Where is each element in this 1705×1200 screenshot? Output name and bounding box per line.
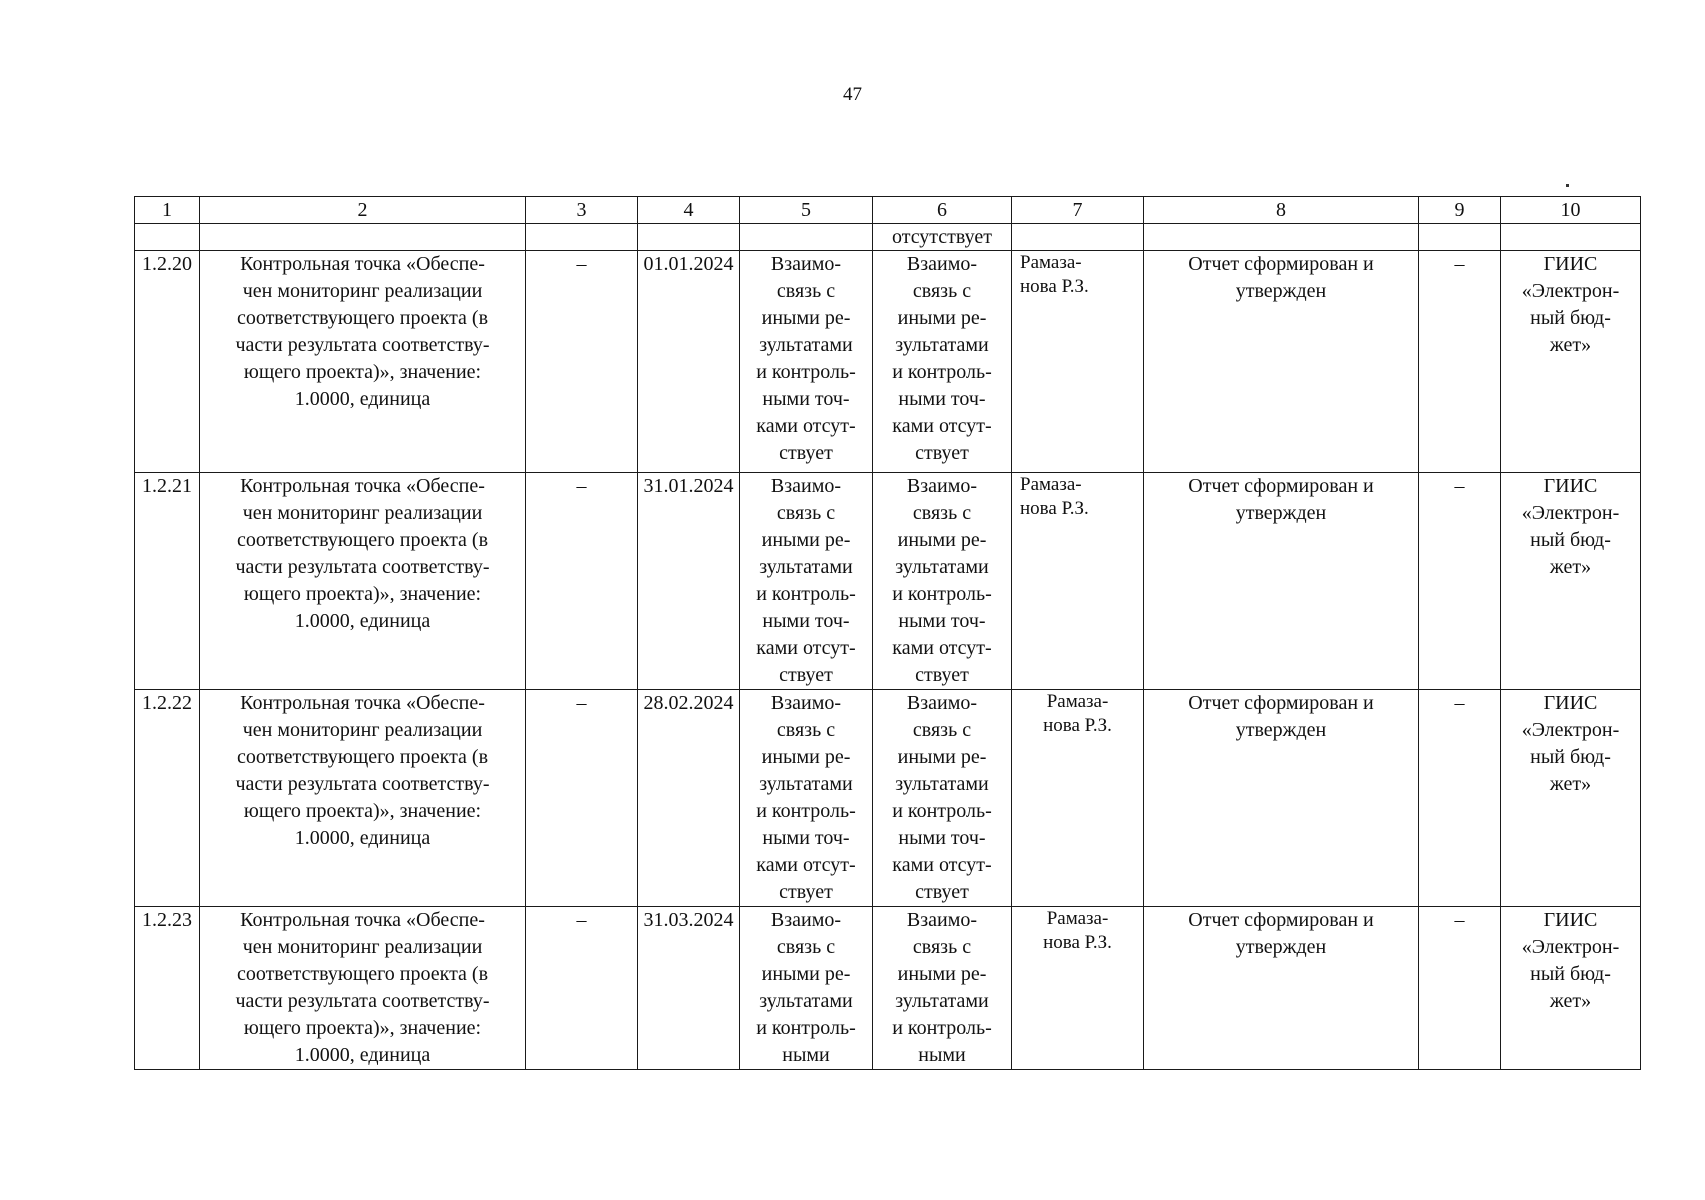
links-line: и контроль-: [756, 800, 856, 822]
links-line: и контроль-: [756, 361, 856, 383]
milestone-name-line: части результата соответству-: [235, 990, 490, 1012]
links-line: ками отсут-: [756, 854, 856, 876]
links-line: ками отсут-: [756, 637, 856, 659]
result-document: [1144, 907, 1419, 1070]
links-line: ками отсут-: [892, 637, 992, 659]
information-system: [1501, 473, 1641, 690]
links-cell: [740, 473, 873, 690]
column-3-dash: –: [526, 907, 638, 1070]
system-line: ГИИС: [1543, 253, 1598, 275]
links-line: ками отсут-: [892, 415, 992, 437]
system-line: ГИИС: [1543, 909, 1598, 931]
column-9-dash: –: [1419, 473, 1501, 690]
document-line: Отчет сформирован и: [1188, 692, 1374, 714]
table-row: [135, 251, 1641, 473]
responsible-line: Рамаза-: [1046, 908, 1109, 929]
continuation-row: [135, 224, 1641, 251]
column-9-dash: –: [1419, 251, 1501, 473]
links-line: зультатами: [759, 334, 853, 356]
milestone-name-line: 1.0000, единица: [294, 388, 431, 410]
links-line: зультатами: [895, 990, 989, 1012]
header-cell: 9: [1419, 197, 1501, 224]
milestone-name-line: части результата соответству-: [235, 773, 490, 795]
milestone-name-line: части результата соответству-: [235, 334, 490, 356]
milestone-name-line: Контрольная точка «Обеспе-: [240, 909, 485, 931]
system-line: ный бюд-: [1530, 746, 1611, 768]
responsible-person: [1012, 690, 1144, 907]
links-cell: [740, 690, 873, 907]
links-line: и контроль-: [756, 583, 856, 605]
milestone-name-line: соответствующего проекта (в: [236, 307, 489, 329]
links-line: Взаимо-: [770, 909, 842, 931]
links-line: Взаимо-: [770, 253, 842, 275]
document-line: утвержден: [1235, 719, 1327, 741]
due-date: 01.01.2024: [638, 251, 740, 473]
system-line: жет»: [1549, 990, 1592, 1012]
milestone-name-line: ющего проекта)», значение:: [243, 583, 482, 605]
column-9-dash: –: [1419, 907, 1501, 1070]
links-line: и контроль-: [892, 1017, 992, 1039]
links-line: иными ре-: [761, 307, 851, 329]
links-cell: [740, 251, 873, 473]
milestone-name-line: чен мониторинг реализации: [242, 280, 483, 302]
information-system: [1501, 690, 1641, 907]
result-document: [1144, 251, 1419, 473]
links-line: ствует: [915, 881, 969, 903]
header-cell: 6: [873, 197, 1012, 224]
row-number: 1.2.21: [135, 473, 200, 690]
links-line: зультатами: [895, 556, 989, 578]
milestone-name-line: соответствующего проекта (в: [236, 963, 489, 985]
system-line: ГИИС: [1543, 475, 1598, 497]
document-line: Отчет сформирован и: [1188, 475, 1374, 497]
document-line: утвержден: [1235, 502, 1327, 524]
links-line: ствует: [779, 664, 833, 686]
milestone-name-line: ющего проекта)», значение:: [243, 800, 482, 822]
due-date: 31.01.2024: [638, 473, 740, 690]
continuation-cell: отсутствует: [873, 224, 1012, 251]
system-line: ный бюд-: [1530, 963, 1611, 985]
row-number: 1.2.23: [135, 907, 200, 1070]
links-line: зультатами: [895, 773, 989, 795]
links-line: иными ре-: [761, 963, 851, 985]
links-line: иными ре-: [761, 746, 851, 768]
system-line: «Электрон-: [1521, 280, 1620, 302]
header-cell: 4: [638, 197, 740, 224]
header-cell: 3: [526, 197, 638, 224]
milestone-name-line: 1.0000, единица: [294, 610, 431, 632]
links-line: ными точ-: [762, 827, 850, 849]
responsible-line: Рамаза-: [1020, 252, 1082, 273]
scan-dot: [1566, 184, 1569, 187]
milestone-name-line: чен мониторинг реализации: [242, 719, 483, 741]
milestone-name-line: чен мониторинг реализации: [242, 502, 483, 524]
header-cell: 7: [1012, 197, 1144, 224]
links-line: связь с: [776, 280, 836, 302]
plan-table: [134, 196, 1641, 1070]
header-cell: 10: [1501, 197, 1641, 224]
due-date: 31.03.2024: [638, 907, 740, 1070]
page-number: 47: [843, 84, 862, 105]
links-line: зультатами: [895, 334, 989, 356]
links-line: ными точ-: [898, 388, 986, 410]
milestone-name: [200, 907, 526, 1070]
links-line: ными точ-: [762, 610, 850, 632]
milestone-name-line: чен мониторинг реализации: [242, 936, 483, 958]
links-line: Взаимо-: [906, 475, 978, 497]
links-line: зультатами: [759, 990, 853, 1012]
system-line: жет»: [1549, 334, 1592, 356]
links-cell: [740, 907, 873, 1070]
milestone-name: [200, 473, 526, 690]
links-line: ками отсут-: [892, 854, 992, 876]
milestone-name-line: Контрольная точка «Обеспе-: [240, 475, 485, 497]
responsible-person: [1012, 251, 1144, 473]
links-line: ными: [782, 1044, 830, 1066]
continuation-cell: [200, 224, 526, 251]
document-line: утвержден: [1235, 936, 1327, 958]
table-row: [135, 907, 1641, 1070]
links-cell: [873, 690, 1012, 907]
row-number: 1.2.22: [135, 690, 200, 907]
continuation-cell: [638, 224, 740, 251]
links-line: ными точ-: [898, 610, 986, 632]
links-line: и контроль-: [756, 1017, 856, 1039]
links-line: связь с: [776, 502, 836, 524]
due-date: 28.02.2024: [638, 690, 740, 907]
responsible-line: Рамаза-: [1020, 474, 1082, 495]
links-line: ствует: [915, 442, 969, 464]
row-number: 1.2.20: [135, 251, 200, 473]
links-line: иными ре-: [897, 746, 987, 768]
links-line: иными ре-: [897, 963, 987, 985]
links-line: ными: [918, 1044, 966, 1066]
links-line: зультатами: [759, 556, 853, 578]
links-line: Взаимо-: [906, 253, 978, 275]
milestone-name-line: ющего проекта)», значение:: [243, 361, 482, 383]
system-line: «Электрон-: [1521, 936, 1620, 958]
column-3-dash: –: [526, 251, 638, 473]
links-line: Взаимо-: [906, 909, 978, 931]
responsible-line: нова Р.З.: [1020, 498, 1089, 519]
links-cell: [873, 473, 1012, 690]
system-line: «Электрон-: [1521, 719, 1620, 741]
links-cell: [873, 251, 1012, 473]
links-line: ками отсут-: [756, 415, 856, 437]
system-line: ный бюд-: [1530, 529, 1611, 551]
links-line: ствует: [915, 664, 969, 686]
links-line: иными ре-: [897, 307, 987, 329]
responsible-line: нова Р.З.: [1020, 276, 1089, 297]
milestone-name-line: 1.0000, единица: [294, 1044, 431, 1066]
continuation-cell: [135, 224, 200, 251]
links-line: и контроль-: [892, 583, 992, 605]
system-line: «Электрон-: [1521, 502, 1620, 524]
column-9-dash: –: [1419, 690, 1501, 907]
system-line: жет»: [1549, 773, 1592, 795]
header-cell: 5: [740, 197, 873, 224]
milestone-name-line: соответствующего проекта (в: [236, 529, 489, 551]
milestone-name: [200, 690, 526, 907]
links-line: связь с: [776, 936, 836, 958]
system-line: ный бюд-: [1530, 307, 1611, 329]
links-line: и контроль-: [892, 361, 992, 383]
milestone-name-line: Контрольная точка «Обеспе-: [240, 253, 485, 275]
links-line: иными ре-: [897, 529, 987, 551]
responsible-line: Рамаза-: [1046, 691, 1109, 712]
links-line: ствует: [779, 442, 833, 464]
responsible-person: [1012, 473, 1144, 690]
information-system: [1501, 251, 1641, 473]
document-line: утвержден: [1235, 280, 1327, 302]
header-cell: 1: [135, 197, 200, 224]
links-line: Взаимо-: [770, 475, 842, 497]
result-document: [1144, 473, 1419, 690]
responsible-person: [1012, 907, 1144, 1070]
links-line: связь с: [912, 936, 972, 958]
links-line: связь с: [912, 502, 972, 524]
links-line: Взаимо-: [770, 692, 842, 714]
links-line: ствует: [779, 881, 833, 903]
document-line: Отчет сформирован и: [1188, 909, 1374, 931]
links-line: связь с: [912, 719, 972, 741]
links-line: связь с: [912, 280, 972, 302]
links-line: связь с: [776, 719, 836, 741]
information-system: [1501, 907, 1641, 1070]
links-line: ными точ-: [762, 388, 850, 410]
system-line: жет»: [1549, 556, 1592, 578]
milestone-name-line: соответствующего проекта (в: [236, 746, 489, 768]
links-line: иными ре-: [761, 529, 851, 551]
continuation-cell: [1419, 224, 1501, 251]
header-row: [135, 197, 1641, 224]
table-row: [135, 690, 1641, 907]
continuation-cell: [1144, 224, 1419, 251]
header-cell: 2: [200, 197, 526, 224]
milestone-name-line: Контрольная точка «Обеспе-: [240, 692, 485, 714]
document-line: Отчет сформирован и: [1188, 253, 1374, 275]
responsible-line: нова Р.З.: [1043, 932, 1112, 953]
column-3-dash: –: [526, 690, 638, 907]
continuation-cell: [526, 224, 638, 251]
links-line: зультатами: [759, 773, 853, 795]
result-document: [1144, 690, 1419, 907]
continuation-cell: [1012, 224, 1144, 251]
column-3-dash: –: [526, 473, 638, 690]
milestone-name: [200, 251, 526, 473]
links-line: Взаимо-: [906, 692, 978, 714]
links-line: и контроль-: [892, 800, 992, 822]
continuation-cell: [1501, 224, 1641, 251]
links-line: ными точ-: [898, 827, 986, 849]
system-line: ГИИС: [1543, 692, 1598, 714]
header-cell: 8: [1144, 197, 1419, 224]
milestone-name-line: ющего проекта)», значение:: [243, 1017, 482, 1039]
continuation-cell: [740, 224, 873, 251]
responsible-line: нова Р.З.: [1043, 715, 1112, 736]
table-row: [135, 473, 1641, 690]
milestone-name-line: части результата соответству-: [235, 556, 490, 578]
links-cell: [873, 907, 1012, 1070]
milestone-name-line: 1.0000, единица: [294, 827, 431, 849]
